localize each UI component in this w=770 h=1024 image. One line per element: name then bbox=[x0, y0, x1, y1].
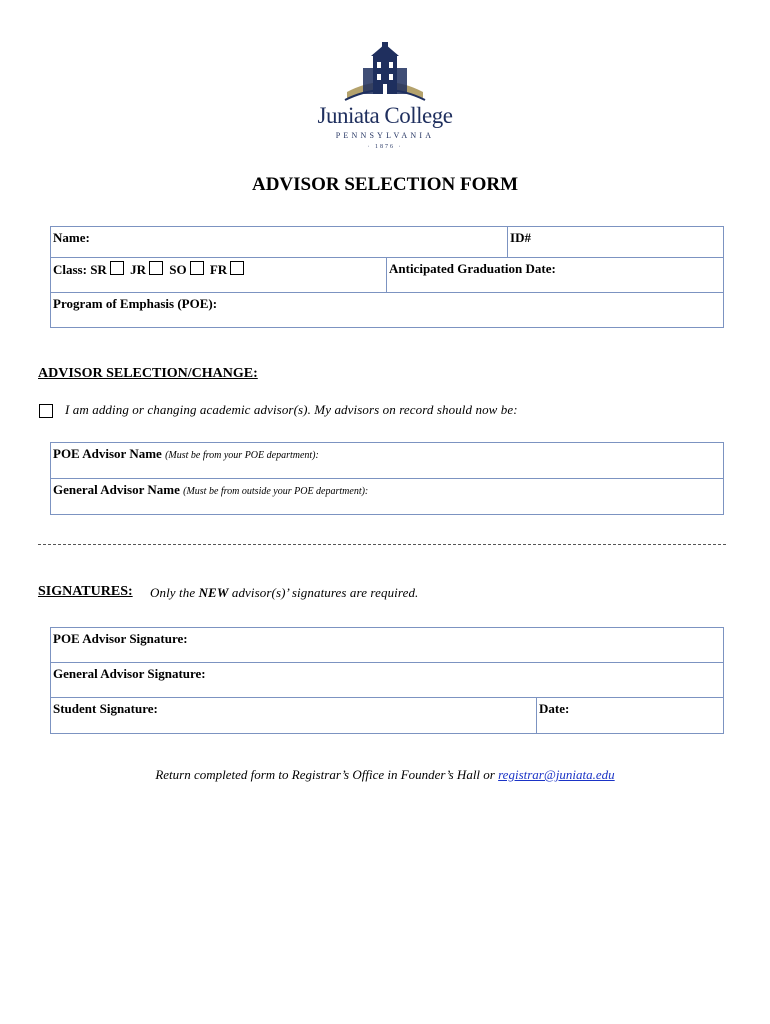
adding-advisor-statement: I am adding or changing academic advisor(s). My advisors on record should now be: bbox=[65, 402, 518, 417]
class-field bbox=[51, 258, 387, 293]
class-sr-checkbox[interactable] bbox=[110, 261, 124, 275]
class-fr-label: FR bbox=[209, 262, 228, 277]
id-field[interactable] bbox=[508, 227, 724, 258]
poe-field[interactable] bbox=[51, 293, 724, 328]
general-advisor-label: General Advisor Name bbox=[53, 482, 180, 497]
signatures-note-before: Only the bbox=[150, 585, 196, 600]
signatures-note-emphasis: NEW bbox=[198, 585, 229, 600]
return-text: Return completed form to Registrar’s Office in Founder’s Hall or bbox=[155, 767, 495, 782]
return-instructions bbox=[0, 767, 770, 783]
name-field[interactable] bbox=[51, 227, 508, 258]
advisor-table bbox=[50, 442, 724, 515]
college-logo bbox=[310, 42, 460, 157]
poe-advisor-note: (Must be from your POE department): bbox=[165, 450, 319, 461]
id-label: ID# bbox=[510, 230, 531, 245]
page-title: ADVISOR SELECTION FORM bbox=[251, 174, 519, 195]
poe-advisor-label: POE Advisor Name bbox=[53, 446, 162, 461]
signatures-note-after: advisor(s)’ signatures are required. bbox=[231, 585, 419, 600]
class-so-checkbox[interactable] bbox=[190, 261, 204, 275]
adding-advisor-checkbox[interactable] bbox=[39, 404, 53, 418]
dashed-divider bbox=[38, 544, 726, 545]
signatures-table bbox=[50, 627, 724, 734]
class-label: Class: SR bbox=[53, 262, 107, 277]
registrar-email-link[interactable]: registrar@juniata.edu bbox=[498, 767, 615, 782]
signatures-note bbox=[150, 585, 418, 601]
logo-wordmark: Juniata College bbox=[317, 103, 453, 128]
class-jr-label: JR bbox=[130, 262, 146, 277]
signature-date-label: Date: bbox=[539, 701, 570, 716]
name-label: Name: bbox=[53, 230, 90, 245]
poe-advisor-signature-label: POE Advisor Signature: bbox=[53, 631, 188, 646]
signatures-heading: SIGNATURES: bbox=[38, 584, 133, 599]
general-advisor-signature-field[interactable] bbox=[51, 663, 724, 698]
poe-advisor-field[interactable] bbox=[51, 443, 724, 479]
poe-advisor-signature-field[interactable] bbox=[51, 628, 724, 663]
graduation-date-label: Anticipated Graduation Date: bbox=[389, 261, 556, 276]
logo-year: · 1876 · bbox=[367, 144, 403, 150]
general-advisor-note: (Must be from outside your POE department): bbox=[183, 486, 369, 497]
general-advisor-field[interactable] bbox=[51, 479, 724, 515]
general-advisor-signature-label: General Advisor Signature: bbox=[53, 666, 206, 681]
signature-date-field[interactable] bbox=[537, 698, 724, 734]
poe-label: Program of Emphasis (POE): bbox=[53, 296, 218, 311]
graduation-date-field[interactable] bbox=[387, 258, 724, 293]
class-so-label: SO bbox=[169, 262, 187, 277]
founders-hall-emblem-icon bbox=[343, 42, 427, 106]
student-signature-label: Student Signature: bbox=[53, 701, 158, 716]
student-signature-field[interactable] bbox=[51, 698, 537, 734]
class-jr-checkbox[interactable] bbox=[149, 261, 163, 275]
logo-state: PENNSYLVANIA bbox=[335, 131, 435, 140]
student-info-table bbox=[50, 226, 724, 328]
advisor-section-heading: ADVISOR SELECTION/CHANGE: bbox=[38, 366, 258, 381]
class-fr-checkbox[interactable] bbox=[230, 261, 244, 275]
